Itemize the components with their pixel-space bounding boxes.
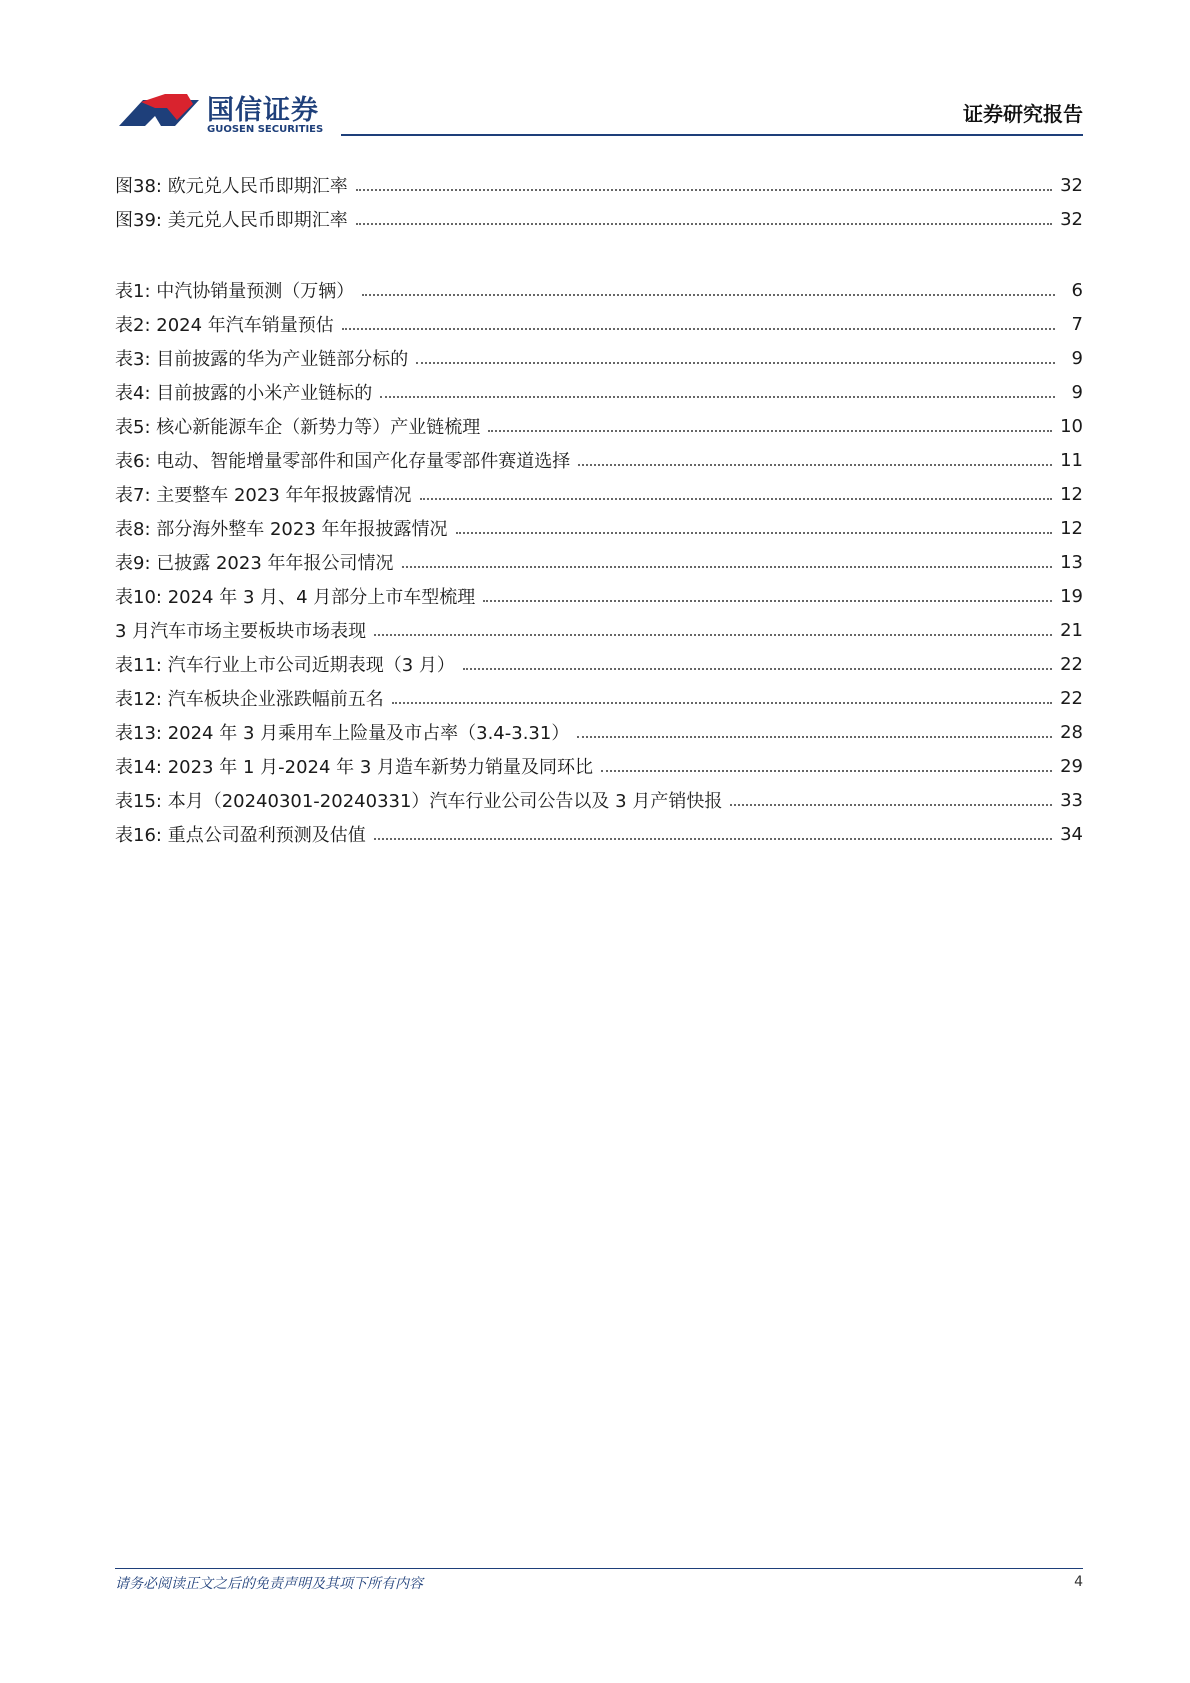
toc-entry-page: 22 (1060, 653, 1083, 675)
toc-entry-label: 表15: 本月（20240301-20240331）汽车行业公司公告以及 3 月产销快报 (115, 791, 723, 812)
toc-leader-dots (392, 702, 1052, 704)
toc-entry-label: 表13: 2024 年 3 月乘用车上险量及市占率（3.4-3.31） (115, 723, 570, 744)
toc-leader-dots (416, 362, 1055, 364)
toc-leader-dots (362, 294, 1055, 296)
footer-disclaimer: 请务必阅读正文之后的免责声明及其项下所有内容 (115, 1576, 423, 1592)
toc-entry-table-8[interactable] (115, 513, 1083, 543)
toc-entry-table-15[interactable] (115, 785, 1083, 815)
toc-entry-page: 7 (1071, 313, 1083, 335)
toc-entry-figure-38[interactable] (115, 170, 1083, 200)
toc-entry-label: 图39: 美元兑人民币即期汇率 (115, 210, 348, 231)
toc-entry-page: 9 (1071, 381, 1083, 403)
toc-entry-page: 28 (1060, 721, 1083, 743)
toc-entry-table-2[interactable] (115, 309, 1083, 339)
toc-entry-table-1[interactable] (115, 275, 1083, 305)
footer-divider (115, 1568, 1083, 1569)
toc-entry-page: 9 (1071, 347, 1083, 369)
guosen-logo-icon (115, 86, 201, 138)
toc-entry-label: 表16: 重点公司盈利预测及估值 (115, 825, 366, 846)
toc-entry-page: 32 (1060, 174, 1083, 196)
toc-entry-table-14[interactable] (115, 751, 1083, 781)
toc-entry-page: 13 (1060, 551, 1083, 573)
toc-leader-dots (380, 396, 1055, 398)
toc-entry-table-12[interactable] (115, 683, 1083, 713)
toc-entry-table-13[interactable] (115, 717, 1083, 747)
company-logo (115, 84, 345, 140)
logo-chinese-text: 国信证券 (207, 95, 319, 126)
toc-entry-table-16[interactable] (115, 819, 1083, 849)
toc-entry-page: 34 (1060, 823, 1083, 845)
toc-entry-label: 表12: 汽车板块企业涨跌幅前五名 (115, 689, 384, 710)
toc-entry-table-10[interactable] (115, 581, 1083, 611)
toc-entry-label: 表10: 2024 年 3 月、4 月部分上市车型梳理 (115, 587, 476, 608)
toc-entry-figure-39[interactable] (115, 204, 1083, 234)
report-type-label: 证券研究报告 (963, 102, 1083, 126)
toc-entry-table-7[interactable] (115, 479, 1083, 509)
toc-entry-label: 表8: 部分海外整车 2023 年年报披露情况 (115, 519, 448, 540)
toc-leader-dots (463, 668, 1052, 670)
toc-entry-page: 19 (1060, 585, 1083, 607)
toc-entry-label: 图38: 欧元兑人民币即期汇率 (115, 176, 348, 197)
toc-entry-page: 33 (1060, 789, 1083, 811)
toc-leader-dots (577, 736, 1052, 738)
toc-entry-label: 表2: 2024 年汽车销量预估 (115, 315, 334, 336)
page-header (115, 84, 1083, 144)
toc-entry-label: 表11: 汽车行业上市公司近期表现（3 月） (115, 655, 455, 676)
toc-leader-dots (374, 634, 1052, 636)
toc-entry-label: 表5: 核心新能源车企（新势力等）产业链梳理 (115, 417, 481, 438)
toc-entry-page: 10 (1060, 415, 1083, 437)
toc-entry-label: 表6: 电动、智能增量零部件和国产化存量零部件赛道选择 (115, 451, 571, 472)
toc-entry-label: 表14: 2023 年 1 月-2024 年 3 月造车新势力销量及同环比 (115, 757, 594, 778)
toc-entry-table-6[interactable] (115, 445, 1083, 475)
toc-entry-page: 32 (1060, 208, 1083, 230)
toc-entry-label: 表1: 中汽协销量预测（万辆） (115, 281, 355, 302)
toc-entry-label: 表9: 已披露 2023 年年报公司情况 (115, 553, 394, 574)
toc-entry-page: 21 (1060, 619, 1083, 641)
header-divider (341, 134, 1083, 136)
toc-entry-label: 3 月汽车市场主要板块市场表现 (115, 621, 367, 642)
toc-leader-dots (374, 838, 1052, 840)
toc-entry-page: 29 (1060, 755, 1083, 777)
toc-entry-label: 表3: 目前披露的华为产业链部分标的 (115, 349, 409, 370)
toc-leader-dots (342, 328, 1055, 330)
toc-entry-label: 表4: 目前披露的小米产业链标的 (115, 383, 373, 404)
toc-leader-dots (402, 566, 1053, 568)
toc-leader-dots (356, 223, 1052, 225)
logo-english-text: GUOSEN SECURITIES (207, 124, 324, 135)
toc-entry-march-market-performance[interactable] (115, 615, 1083, 645)
toc-entry-page: 12 (1060, 517, 1083, 539)
toc-leader-dots (420, 498, 1053, 500)
toc-entry-table-4[interactable] (115, 377, 1083, 407)
toc-leader-dots (356, 189, 1052, 191)
toc-entry-page: 12 (1060, 483, 1083, 505)
toc-entry-page: 11 (1060, 449, 1083, 471)
toc-leader-dots (483, 600, 1052, 602)
toc-leader-dots (456, 532, 1053, 534)
toc-leader-dots (730, 804, 1052, 806)
toc-entry-page: 22 (1060, 687, 1083, 709)
toc-entry-table-5[interactable] (115, 411, 1083, 441)
toc-entry-table-3[interactable] (115, 343, 1083, 373)
toc-leader-dots (601, 770, 1052, 772)
toc-entry-table-11[interactable] (115, 649, 1083, 679)
toc-entry-table-9[interactable] (115, 547, 1083, 577)
page-number: 4 (1074, 1574, 1083, 1590)
toc-leader-dots (578, 464, 1052, 466)
toc-entry-page: 6 (1071, 279, 1083, 301)
toc-entry-label: 表7: 主要整车 2023 年年报披露情况 (115, 485, 412, 506)
toc-leader-dots (488, 430, 1052, 432)
